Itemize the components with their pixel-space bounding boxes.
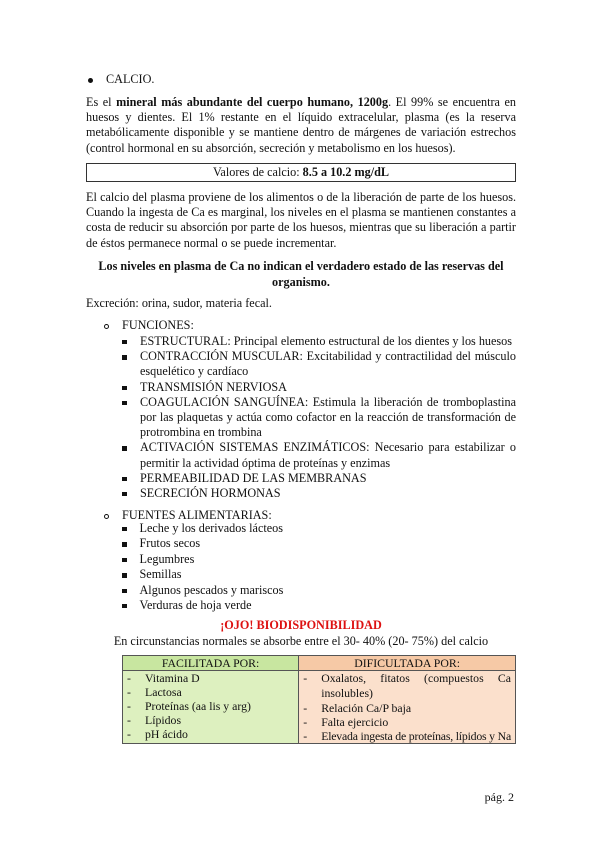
section-title: CALCIO. [106, 72, 155, 86]
fuentes-item: Algunos pescados y mariscos [139, 582, 284, 597]
funciones-list [122, 334, 516, 501]
dificultada-item: Elevada ingesta de proteínas, lípidos y Na [321, 729, 511, 744]
biodisponibilidad-subtitle: En circunstancias normales se absorbe entre el 30- 40% (20- 75%) del calcio [113, 634, 489, 648]
dash-bullet: - [127, 713, 131, 727]
dash-bullet: - [303, 729, 308, 744]
list-item [122, 486, 516, 501]
square-bullet-icon [122, 558, 127, 563]
fuentes-list [122, 521, 422, 613]
circle-bullet-icon [104, 514, 109, 519]
square-bullet-icon [122, 573, 127, 578]
square-bullet-icon [122, 589, 127, 594]
square-bullet-icon [122, 542, 127, 547]
funciones-item: ACTIVACIÓN SISTEMAS ENZIMÁTICOS: Necesario para estabilizar o permitir la actividad óptima de proteínas y enzimas [140, 440, 516, 470]
dash-bullet: - [127, 685, 131, 699]
dificultada-item: Falta ejercicio [321, 715, 389, 730]
fuentes-item: Semillas [139, 567, 182, 582]
intro-paragraph [86, 95, 516, 156]
funciones-item: COAGULACIÓN SANGUÍNEA: Estimula la liberación de tromboplastina por las plaquetas y actúa como cofactor en la reacción de transformación de protrombina en trombina [140, 394, 516, 440]
calcium-values-range: 8.5 a 10.2 mg/dL [302, 165, 390, 179]
funciones-item: ESTRUCTURAL: Principal elemento estructural de los dientes y los huesos [140, 334, 512, 348]
section-title-row [86, 72, 516, 87]
biodisponibilidad-table [122, 655, 516, 744]
list-item [122, 349, 516, 379]
list-item [122, 567, 422, 582]
square-bullet-icon [122, 401, 127, 406]
funciones-item: TRANSMISIÓN NERVIOSA [140, 379, 287, 394]
square-bullet-icon [122, 492, 127, 497]
list-item [122, 395, 516, 441]
intro-text-2: . El 99% se encuentra en huesos y dientes. El 1% restante en el líquido extracelular, plasma (es la reserva metabólicamente disponible y se mantiene dentro de márgenes de variación estrechos (control hormonal en su absorción, secreción y metabolismo en los huesos). [86, 95, 516, 155]
facilitada-item: pH ácido [145, 727, 188, 741]
funciones-item: SECRECIÓN HORMONAS [140, 486, 281, 501]
list-item [122, 552, 422, 567]
biodisponibilidad-title: ¡OJO! BIODISPONIBILIDAD [220, 618, 382, 632]
fuentes-item: Legumbres [139, 551, 195, 566]
list-item [122, 440, 516, 470]
list-item [122, 471, 516, 486]
intro-text-1: Es el [86, 95, 117, 109]
list-item [122, 598, 422, 613]
funciones-item: CONTRACCIÓN MUSCULAR: Excitabilidad y contractilidad del músculo esquelético y cardíaco [140, 349, 516, 379]
facilitada-item: Lactosa [145, 685, 182, 699]
facilitada-item: Vitamina D [145, 671, 200, 685]
list-item [122, 334, 516, 349]
fuentes-item: Frutos secos [139, 536, 201, 551]
fuentes-title: FUENTES ALIMENTARIAS: [122, 508, 272, 522]
square-bullet-icon [122, 604, 127, 609]
intro-bold: mineral más abundante del cuerpo humano, 1200g [116, 95, 389, 109]
circle-bullet-icon [104, 324, 109, 329]
table-header-row [123, 656, 516, 671]
funciones-heading [104, 318, 194, 333]
funciones-item: PERMEABILIDAD DE LAS MEMBRANAS [140, 470, 367, 485]
calcium-values-box [86, 163, 516, 182]
list-item [122, 536, 422, 551]
square-bullet-icon [122, 340, 127, 345]
bullet-dot-icon [88, 78, 93, 83]
dash-bullet: - [303, 671, 308, 685]
dash-bullet: - [303, 701, 308, 716]
facilitada-header: FACILITADA POR: [123, 656, 299, 671]
square-bullet-icon [122, 446, 127, 451]
facilitada-item: Lípidos [145, 713, 182, 727]
fuentes-item: Verduras de hoja verde [139, 598, 252, 613]
square-bullet-icon [122, 477, 127, 482]
plasma-paragraph: El calcio del plasma proviene de los alimentos o de la liberación de parte de los huesos. Cuando la ingesta de Ca es marginal, los niveles en el plasma se mantienen constantes a costa de reducir su absorción por parte de los huesos, mientras que su liberación a partir de éstos permanece normal o se puede incrementar. [86, 190, 516, 250]
dificultada-item: Oxalatos, fitatos (compuestos Ca insolubles) [321, 671, 511, 701]
table-row [123, 671, 516, 744]
square-bullet-icon [122, 386, 127, 391]
dash-bullet: - [127, 727, 131, 741]
dificultada-header: DIFICULTADA POR: [299, 656, 516, 671]
dash-bullet: - [127, 699, 131, 713]
square-bullet-icon [122, 527, 127, 532]
dash-bullet: - [127, 671, 131, 685]
excretion-text: Excreción: orina, sudor, materia fecal. [86, 296, 272, 310]
list-item [122, 521, 422, 536]
funciones-title: FUNCIONES: [122, 318, 194, 332]
facilitada-item: Proteínas (aa lis y arg) [145, 699, 251, 713]
plasma-note: Los niveles en plasma de Ca no indican el verdadero estado de las reservas del organismo. [98, 259, 504, 289]
calcium-values-label: Valores de calcio: [212, 165, 303, 179]
square-bullet-icon [122, 355, 127, 360]
dash-bullet: - [303, 715, 308, 730]
dificultada-cell [299, 671, 516, 744]
page-number: pág. 2 [484, 790, 514, 804]
dificultada-item: Relación Ca/P baja [321, 701, 412, 716]
fuentes-item: Leche y los derivados lácteos [139, 521, 283, 535]
list-item [122, 380, 516, 395]
list-item [122, 583, 422, 598]
facilitada-cell [123, 671, 299, 744]
